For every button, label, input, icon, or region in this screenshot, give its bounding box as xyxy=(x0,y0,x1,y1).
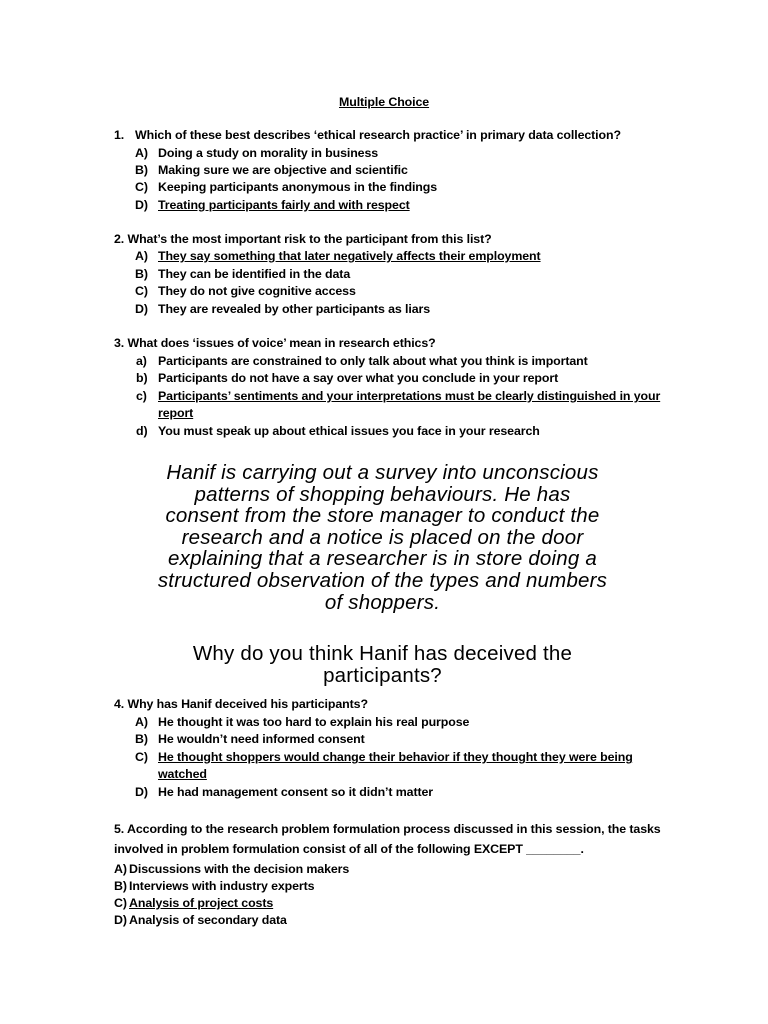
q3-option-c-answer-line1: Participants’ sentiments and your interpretations must be clearly distinguished in your xyxy=(158,389,661,403)
q5-option-b-letter: B) xyxy=(114,879,127,893)
q3-option-b-letter: b) xyxy=(136,371,148,385)
scenario-line: research and a notice is placed on the door xyxy=(181,525,584,549)
q3-text: 3. What does ‘issues of voice’ mean in research ethics? xyxy=(114,336,436,350)
q5-option-d: Analysis of secondary data xyxy=(129,913,287,927)
q3-option-c-answer-line2: report xyxy=(158,406,194,420)
q2-option-b-letter: B) xyxy=(135,267,148,281)
q4-option-c-answer-line1: He thought shoppers would change their behavior if they thought they were being xyxy=(158,750,633,764)
q2-option-a-letter: A) xyxy=(135,249,148,263)
q3-option-c-letter: c) xyxy=(136,389,147,403)
q5-text-line1: 5. According to the research problem formulation process discussed in this session, the tasks xyxy=(114,822,661,836)
q2-option-d: They are revealed by other participants as liars xyxy=(158,302,431,316)
q2-option-a-answer: They say something that later negatively affects their employment xyxy=(158,249,541,263)
q3-option-d: You must speak up about ethical issues you face in your research xyxy=(158,424,540,438)
q4-option-b: He wouldn’t need informed consent xyxy=(158,732,365,746)
q1-option-c-letter: C) xyxy=(135,180,148,194)
q4-option-c-letter: C) xyxy=(135,750,148,764)
scenario-question-line: Why do you think Hanif has deceived the xyxy=(192,642,573,665)
q5-option-c-answer: Analysis of project costs xyxy=(129,896,274,910)
scenario-line: consent from the store manager to conduct the xyxy=(165,504,600,528)
q5-option-b: Interviews with industry experts xyxy=(129,879,315,893)
q3-option-a: Participants are constrained to only talk about what you think is important xyxy=(158,354,588,368)
q5-option-a: Discussions with the decision makers xyxy=(129,862,350,876)
scenario-line: Hanif is carrying out a survey into unconscious xyxy=(166,461,599,484)
q1-option-b: Making sure we are objective and scientific xyxy=(158,163,408,177)
q1-number: 1. xyxy=(114,128,125,142)
q1-option-d-letter: D) xyxy=(135,198,148,212)
q2-text: 2. What’s the most important risk to the participant from this list? xyxy=(114,232,492,246)
q1-option-b-letter: B) xyxy=(135,163,148,177)
q1-option-a-letter: A) xyxy=(135,146,148,160)
q1-option-c: Keeping participants anonymous in the findings xyxy=(158,180,438,194)
q3-option-d-letter: d) xyxy=(136,424,148,438)
q2-option-b: They can be identified in the data xyxy=(158,267,351,281)
q1-option-d-answer: Treating participants fairly and with respect xyxy=(158,198,410,212)
q2-option-c: They do not give cognitive access xyxy=(158,284,356,298)
page-heading: Multiple Choice xyxy=(339,95,430,109)
scenario-line: patterns of shopping behaviours. He has xyxy=(194,482,571,506)
q4-option-d: He had management consent so it didn’t matter xyxy=(158,785,434,799)
q2-option-d-letter: D) xyxy=(135,302,148,316)
q5-text-line2: involved in problem formulation consist of all of the following EXCEPT ________. xyxy=(114,842,584,856)
q3-option-a-letter: a) xyxy=(136,354,147,368)
scenario-line: structured observation of the types and numbers xyxy=(157,568,608,592)
q3-option-b: Participants do not have a say over what you conclude in your report xyxy=(158,371,559,385)
scenario-question-line: participants? xyxy=(323,663,442,687)
q5-option-d-letter: D) xyxy=(114,913,127,927)
q5-option-a-letter: A) xyxy=(114,862,127,876)
scenario-line: explaining that a researcher is in store doing a xyxy=(168,547,597,571)
q5-option-c-letter: C) xyxy=(114,896,127,910)
q4-option-d-letter: D) xyxy=(135,785,148,799)
q1-text: Which of these best describes ‘ethical research practice’ in primary data collection? xyxy=(135,128,621,142)
scenario-question xyxy=(100,643,665,686)
scenario-line: of shoppers. xyxy=(324,590,441,614)
q1-option-a: Doing a study on morality in business xyxy=(158,146,379,160)
q4-option-a-letter: A) xyxy=(135,715,148,729)
q4-option-b-letter: B) xyxy=(135,732,148,746)
q2-option-c-letter: C) xyxy=(135,284,148,298)
q4-text: 4. Why has Hanif deceived his participants? xyxy=(114,697,368,711)
q4-option-a: He thought it was too hard to explain his real purpose xyxy=(158,715,470,729)
scenario-text xyxy=(100,462,665,613)
q4-option-c-answer-line2: watched xyxy=(158,767,207,781)
